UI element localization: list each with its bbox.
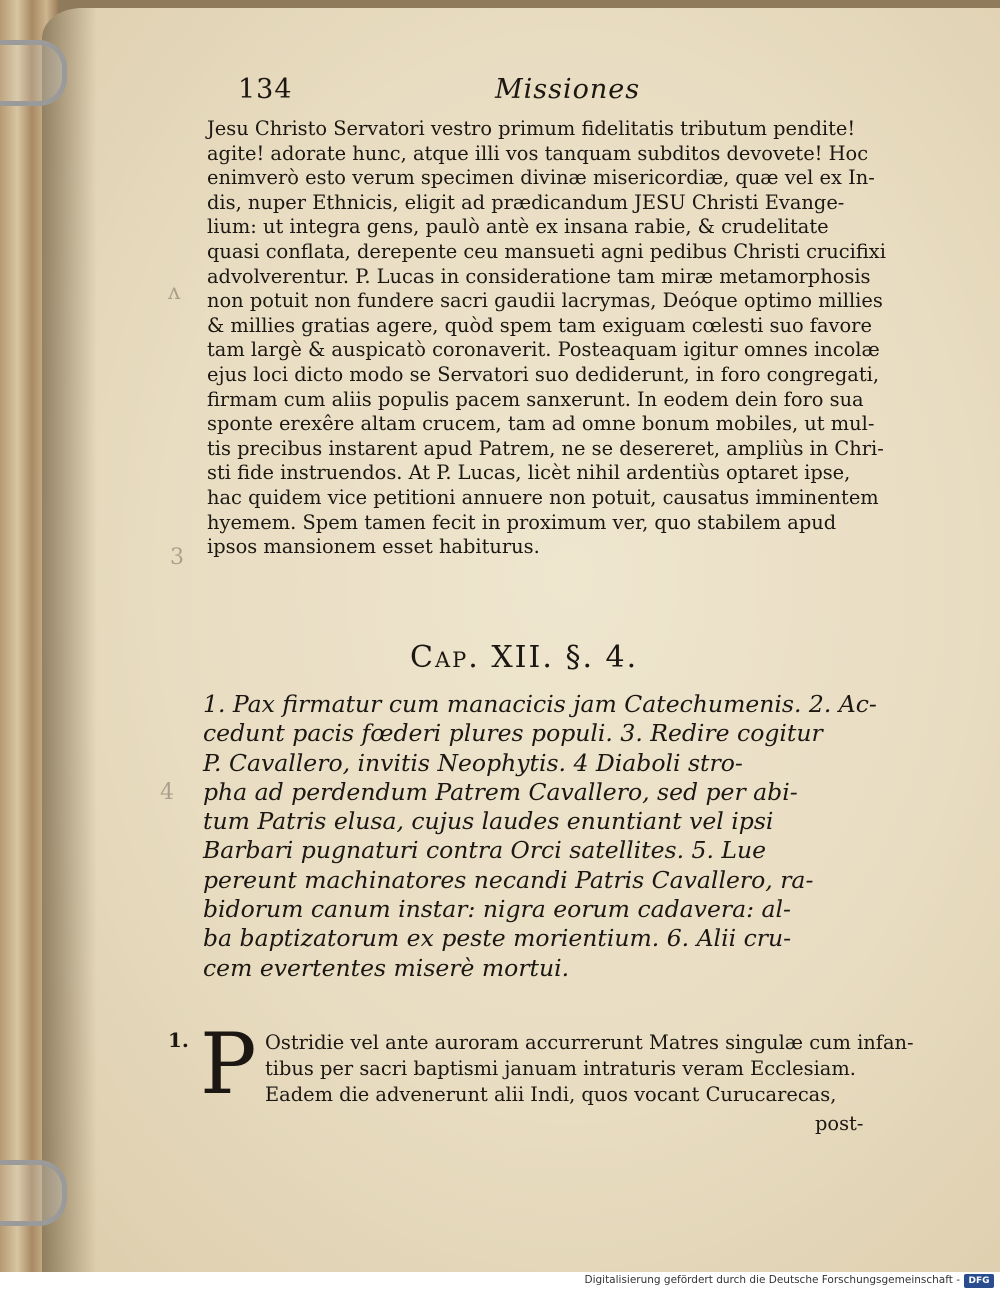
summary-line: tum Patris elusa, cujus laudes enuntiant vel ipsi <box>203 807 774 836</box>
text-line: enimverò esto verum specimen divinæ misericordiæ, quæ vel ex In- <box>207 166 875 190</box>
page-clip-icon <box>0 40 67 106</box>
paragraph-line: Eadem die advenerunt alii Indi, quos vocant Curucarecas, <box>265 1083 837 1106</box>
text-line: Jesu Christo Servatori vestro primum fidelitatis tributum pendite! <box>207 117 856 140</box>
text-line: tam largè & auspicatò coronaverit. Posteaquam igitur omnes incolæ <box>207 338 880 362</box>
text-line: & millies gratias agere, quòd spem tam exiguam cœlesti suo favore <box>207 313 872 337</box>
text-line: sti fide instruendos. At P. Lucas, licèt nihil ardentiùs optaret ipse, <box>207 461 851 485</box>
page-clip-icon <box>0 1160 67 1226</box>
paragraph-number: 1. <box>168 1028 189 1052</box>
funding-credit: Digitalisierung gefördert durch die Deutsche Forschungsgemeinschaft - <box>584 1274 960 1286</box>
catchword: post- <box>815 1112 864 1135</box>
paragraph-text <box>265 1030 914 1108</box>
dfg-logo: DFG <box>964 1274 994 1288</box>
chapter-summary <box>203 690 903 983</box>
body-text <box>207 117 897 560</box>
paragraph-line: tibus per sacri baptismi januam intraturis veram Ecclesiam. <box>265 1057 856 1080</box>
summary-line: pereunt machinatores necandi Patris Cavallero, ra- <box>203 865 814 894</box>
text-line: hac quidem vice petitioni annuere non potuit, causatus imminentem <box>207 485 879 509</box>
summary-line: cedunt pacis fœderi plures populi. 3. Redire cogitur <box>203 719 823 748</box>
show-through-mark: 4 <box>160 780 174 805</box>
summary-line: pha ad perdendum Patrem Cavallero, sed per abi- <box>203 777 798 806</box>
footer-bar <box>0 1272 1000 1292</box>
text-line: sponte erexêre altam crucem, tam ad omne bonum mobiles, ut mul- <box>207 412 875 436</box>
gutter-shadow <box>42 8 97 1272</box>
text-line: ejus loci dicto modo se Servatori suo dediderunt, in foro congregati, <box>207 362 879 386</box>
summary-line: ba baptizatorum ex peste morientium. 6. Alii cru- <box>203 924 792 953</box>
text-line: ipsos mansionem esset habiturus. <box>207 535 540 559</box>
text-line: non potuit non fundere sacri gaudii lacrymas, Deóque optimo millies <box>207 289 883 313</box>
running-title: Missiones <box>495 74 641 105</box>
summary-line: P. Cavallero, invitis Neophytis. 4 Diaboli stro- <box>203 748 743 777</box>
text-line: tis precibus instarent apud Patrem, ne se desereret, ampliùs in Chri- <box>207 436 884 460</box>
summary-line: bidorum canum instar: nigra eorum cadavera: al- <box>203 895 791 924</box>
drop-cap: P <box>200 1015 257 1113</box>
show-through-mark: 3 <box>170 545 184 570</box>
paragraph-line: Ostridie vel ante auroram accurrerunt Matres singulæ cum infan- <box>265 1031 914 1054</box>
text-line: quasi conflata, derepente ceu mansueti agni pedibus Christi crucifixi <box>207 239 886 263</box>
summary-line: Barbari pugnaturi contra Orci satellites. 5. Lue <box>203 836 767 865</box>
show-through-mark: ʌ <box>168 280 181 305</box>
summary-line: cem evertentes miserè mortui. <box>203 953 570 982</box>
text-line: lium: ut integra gens, paulò antè ex insana rabie, & crudelitate <box>207 215 829 239</box>
text-line: firmam cum aliis populis pacem sanxerunt. In eodem dein foro sua <box>207 387 864 411</box>
text-line: advolverentur. P. Lucas in consideratione tam miræ metamorphosis <box>207 264 871 288</box>
page-number: 134 <box>238 74 293 105</box>
text-line: hyemem. Spem tamen fecit in proximum ver, quo stabilem apud <box>207 510 837 534</box>
text-line: dis, nuper Ethnicis, eligit ad prædicandum JESU Christi Evange- <box>207 190 845 214</box>
chapter-heading: Cap. XII. §. 4. <box>410 640 639 675</box>
text-line: agite! adorate hunc, atque illi vos tanquam subditos devovete! Hoc <box>207 141 869 165</box>
summary-line: 1. Pax firmatur cum manacicis jam Catechumenis. 2. Ac- <box>203 690 877 718</box>
